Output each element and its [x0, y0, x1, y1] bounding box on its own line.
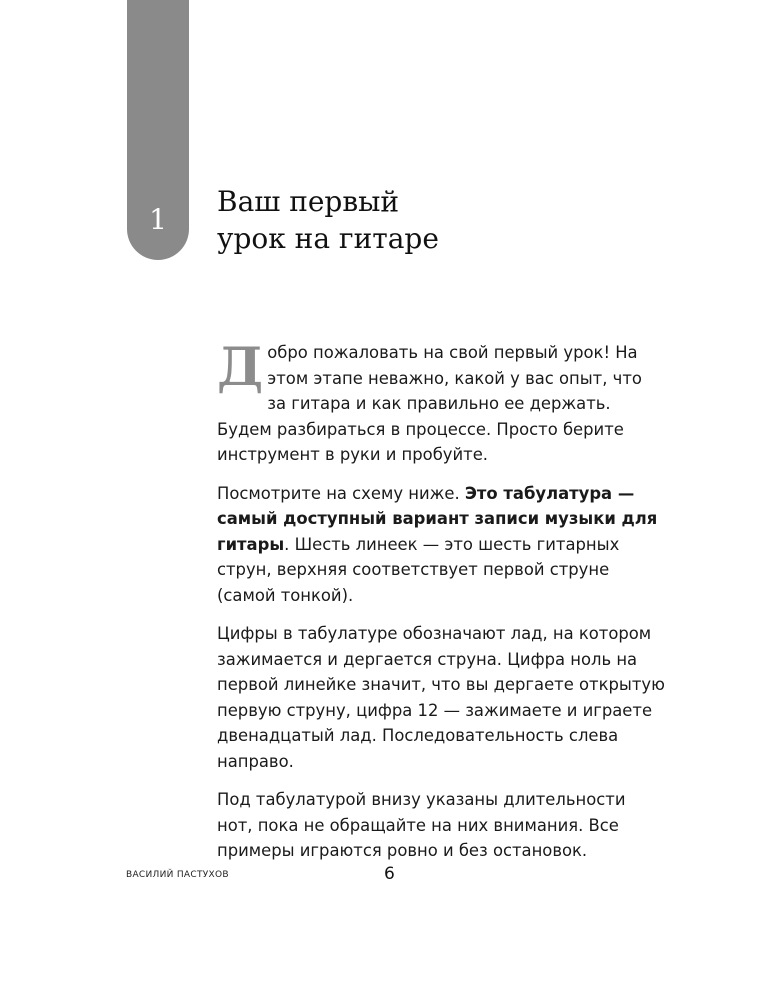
footer-author: ВАСИЛИЙ ПАСТУХОВ: [126, 870, 229, 880]
page-number: 6: [384, 864, 395, 884]
body-text: [217, 337, 665, 877]
chapter-tab: [127, 0, 189, 260]
paragraph-2-end: . Шесть линеек — это шесть гитарных струн, верхняя соответствует первой струне (самой тонкой).: [217, 534, 620, 605]
paragraph-1-text: обро пожаловать на свой первый урок! На этом этапе неважно, какой у вас опыт, что за гитара и как правильно ее держать. Будем разбираться в процессе. Просто берите инструмент в руки и пробуйте.: [217, 343, 642, 464]
paragraph-1: [217, 337, 665, 468]
chapter-title-line-2: урок на гитаре: [217, 222, 439, 255]
chapter-number: 1: [149, 203, 167, 236]
paragraph-4: Под табулатурой внизу указаны длительности нот, пока не обращайте на них внимания. Все примеры играются ровно и без остановок.: [217, 790, 626, 860]
drop-cap: Д: [217, 337, 264, 398]
paragraph-2: [217, 481, 665, 609]
paragraph-3: Цифры в табулатуре обозначают лад, на котором зажимается и дергается струна. Цифра ноль на первой линейке значит, что вы дергаете открытую первую струну, цифра 12 — зажимаете и играете двенадцатый лад. Последовательность слева направо.: [217, 624, 665, 771]
paragraph-2-start: Посмотрите на схему ниже.: [217, 483, 465, 503]
paragraph-2-bold: Это табулатура — самый доступный вариант записи музыки для гитары: [217, 483, 658, 554]
chapter-title: [217, 183, 697, 257]
chapter-title-line-1: Ваш первый: [217, 185, 400, 218]
